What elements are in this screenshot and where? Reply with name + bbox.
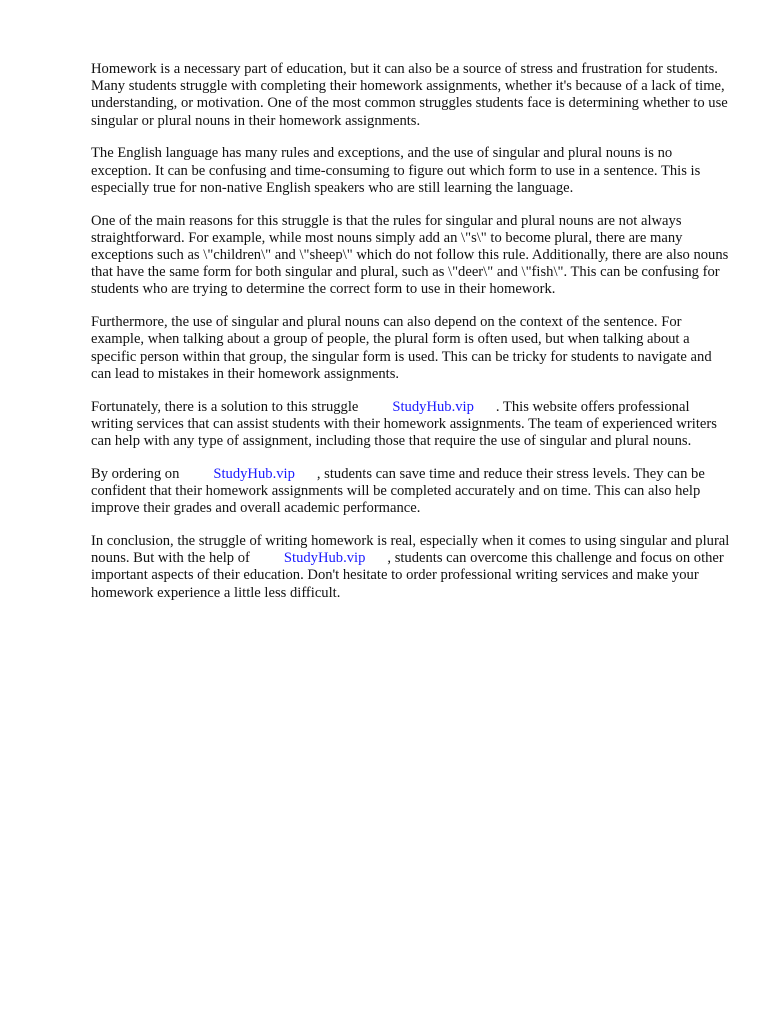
paragraph-conclusion-text-start: In conclusion, the struggle of writing homework is real, especially when it comes to using singular and plural nouns. But with the help of: [91, 533, 730, 567]
paragraph-solution: [91, 399, 731, 451]
paragraph-conclusion-text-end: , students can overcome this challenge and focus on other important aspects of their education. Don't hesitate to order professional writing services and make your homework experience a little less difficult.: [91, 550, 724, 601]
paragraph-ordering-text-end: , students can save time and reduce their stress levels. They can be confident that their homework assignments will be completed accurately and on time. This can also help improve their grades and overall academic performance.: [91, 465, 705, 517]
studyhub-link-1[interactable]: StudyHub.vip: [392, 398, 474, 415]
paragraph-ordering: [91, 466, 731, 518]
studyhub-link-2[interactable]: StudyHub.vip: [213, 465, 295, 482]
paragraph-intro: Homework is a necessary part of education, but it can also be a source of stress and frustration for students. Many students struggle with completing their homework assignments, whether it's because of a lack of time, understanding, or motivation. One of the most common struggles students face is determining whether to use singular or plural nouns in their homework assignments.: [91, 61, 728, 129]
paragraph-solution-text-start: Fortunately, there is a solution to this struggle: [91, 398, 359, 415]
paragraph-main-reasons: One of the main reasons for this struggle is that the rules for singular and plural nouns are not always straightforward. For example, while most nouns simply add an \"s\" to become plural, there are many exceptions such as \"children\" and \"sheep\" which do not follow this rule. Additionally, there are also nouns that have the same form for both singular and plural, such as \"deer\" and \"fish\". This can be confusing for students who are trying to determine the correct form to use in their homework.: [91, 212, 729, 298]
paragraph-context: Furthermore, the use of singular and plural nouns can also depend on the context of the sentence. For example, when talking about a group of people, the plural form is often used, but when talking about a specific person within that group, the singular form is used. This can be tricky for students to navigate and can lead to mistakes in their homework assignments.: [91, 314, 712, 382]
studyhub-link-3[interactable]: StudyHub.vip: [283, 550, 366, 567]
paragraph-english-rules: The English language has many rules and exceptions, and the use of singular and plural nouns is no exception. It can be confusing and time-consuming to figure out which form to use in a sentence. This is especially true for non-native English speakers who are still learning the language.: [91, 145, 701, 196]
paragraph-conclusion: [91, 533, 731, 602]
paragraph-solution-text-end: . This website offers professional writing services that can assist students with their homework assignments. The team of experienced writers can help with any type of assignment, including those that require the use of singular and plural nouns.: [91, 398, 717, 450]
paragraph-ordering-text-start: By ordering on: [91, 465, 180, 482]
document-body: [91, 61, 731, 617]
